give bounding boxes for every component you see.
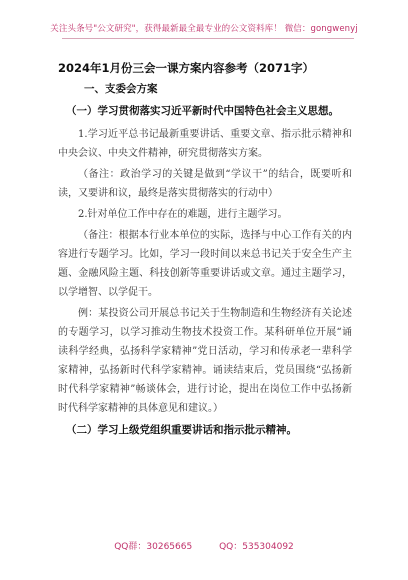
- footer-qq: QQ：535304092: [219, 542, 294, 552]
- paragraph: （备注：政治学习的关键是做到“学议干”的结合，既要听和读，又要讲和议，最终是落实贯彻落实的行动中）: [58, 169, 352, 199]
- paragraph: 例：某投资公司开展总书记关于生物制造和生物经济有关论述的专题学习，以学习推动生物技术投资工作。某科研单位开展“诵读科学经典，弘扬科学家精神”党日活动，学习和传承老一辈科学家精神，弘扬新时代科学家精神。诵读结束后，党员围绕“弘扬新时代科学家精神”畅谈体会，进行讨论，提出在岗位工作中弘扬新时代科学家精神的具体意见和建议。）: [58, 308, 352, 414]
- paragraph: （备注：根据本行业本单位的实际，选择与中心工作有关的内容进行专题学习。比如，学习一段时间以来总书记关于安全生产主题、金融风险主题、科技创新等重要讲话或文章。通过主题学习，以学增智、以学促干。: [58, 230, 352, 298]
- paragraph: 1.学习近平总书记最新重要讲话、重要文章、指示批示精神和中央会议、中央文件精神，研究贯彻落实方案。: [58, 129, 352, 159]
- paragraph: 2.针对单位工作中存在的难题，进行主题学习。: [78, 209, 288, 220]
- header-divider: [62, 38, 354, 39]
- footer-contact: [0, 539, 408, 552]
- footer-qq-group: QQ群：30265665: [114, 542, 193, 552]
- header-watermark-note: 关注头条号"公文研究"，获得最新最全最专业的公文资料库！ 微信：gongwenyj: [50, 24, 358, 34]
- document-title: 2024年1月份三会一课方案内容参考（2071字）: [58, 61, 315, 75]
- section-heading: 一、支委会方案: [84, 83, 158, 95]
- subsection-heading: （二）学习上级党组织重要讲话和指示批示精神。: [66, 424, 297, 436]
- subsection-heading: （一）学习贯彻落实习近平新时代中国特色社会主义思想。: [66, 105, 339, 117]
- document-body: [58, 80, 352, 444]
